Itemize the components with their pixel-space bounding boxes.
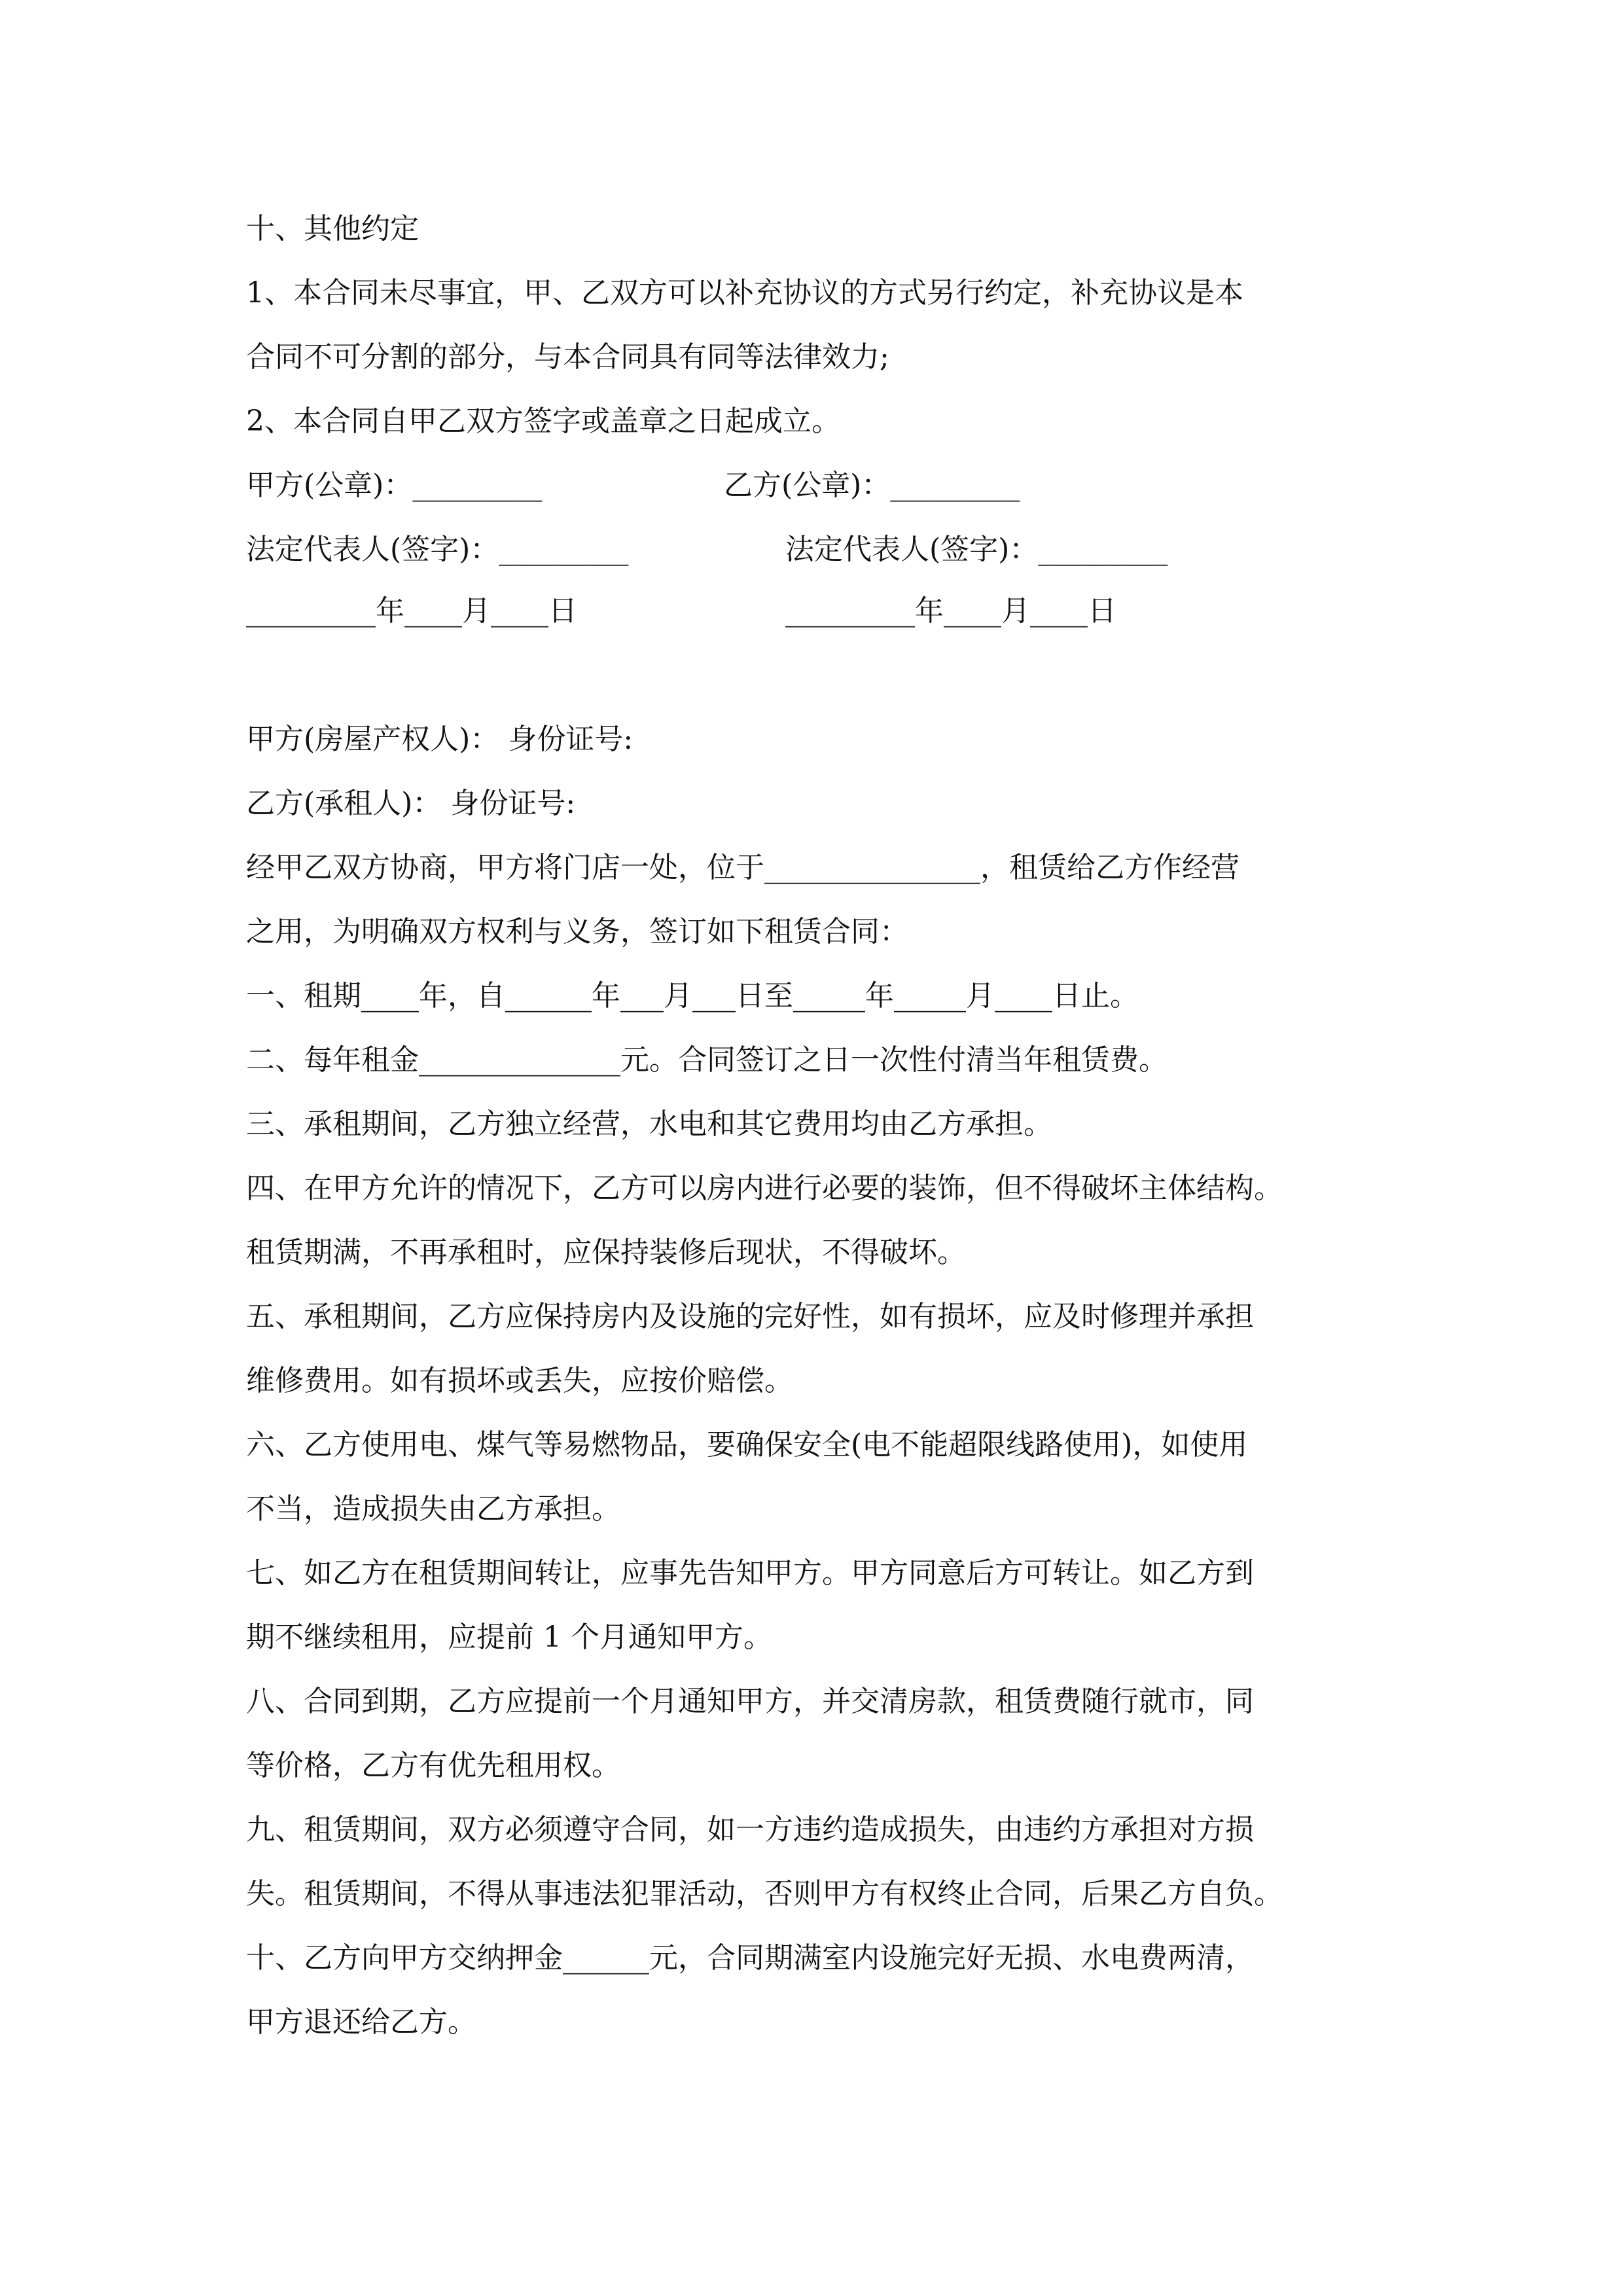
clause-safety-line-2: 不当，造成损失由乙方承担。 [246,1492,620,1526]
clause-annual-rent: 二、每年租金______________元。合同签订之日一次性付清当年租赁费。 [246,1043,1168,1077]
party-b-date: _________年____月____日 [785,594,1116,628]
clause-expiry-line-1: 八、合同到期，乙方应提前一个月通知甲方，并交清房款，租赁费随行就市，同 [246,1685,1254,1718]
party-a-seal: 甲方(公章)：_________ [246,469,543,502]
intro-line-1: 经甲乙双方协商，甲方将门店一处，位于_______________，租赁给乙方作经营 [246,851,1240,884]
clause-2: 2、本合同自甲乙双方签字或盖章之日起成立。 [246,404,840,438]
clause-maintenance-line-2: 维修费用。如有损坏或丢失，应按价赔偿。 [246,1364,793,1397]
clause-lease-term: 一、租期____年，自______年___月___日至_____年_____月____日止。 [246,979,1139,1013]
party-b-tenant: 乙方(承租人)： 身份证号: [246,787,576,820]
clause-breach-line-2: 失。租赁期间，不得从事违法犯罪活动，否则甲方有权终止合同，后果乙方自负。 [246,1877,1283,1910]
clause-transfer-line-1: 七、如乙方在租赁期间转让，应事先告知甲方。甲方同意后方可转让。如乙方到 [246,1556,1254,1590]
other-agreements-heading: 十、其他约定 [246,212,419,245]
clause-1-line-1: 1、本合同未尽事宜，甲、乙双方可以补充协议的方式另行约定，补充协议是本 [246,276,1243,310]
clause-deposit-line-1: 十、乙方向甲方交纳押金______元，合同期满室内设施完好无损、水电费两清， [246,1941,1254,1975]
clause-deposit-line-2: 甲方退还给乙方。 [246,2005,476,2039]
clause-operating-costs: 三、承租期间，乙方独立经营，水电和其它费用均由乙方承担。 [246,1107,1052,1141]
clause-decoration-line-2: 租赁期满，不再承租时，应保持装修后现状，不得破坏。 [246,1236,966,1269]
clause-1-line-2: 合同不可分割的部分，与本合同具有同等法律效力; [246,340,889,374]
party-b-seal: 乙方(公章)：_________ [724,469,1020,502]
clause-decoration-line-1: 四、在甲方允许的情况下，乙方可以房内进行必要的装饰，但不得破坏主体结构。 [246,1172,1283,1205]
clause-safety-line-1: 六、乙方使用电、煤气等易燃物品，要确保安全(电不能超限线路使用)，如使用 [246,1428,1248,1462]
clause-breach-line-1: 九、租赁期间，双方必须遵守合同，如一方违约造成损失，由违约方承担对方损 [246,1813,1254,1846]
party-b-representative: 法定代表人(签字)：_________ [785,533,1168,566]
clause-expiry-line-2: 等价格，乙方有优先租用权。 [246,1749,620,1782]
intro-line-2: 之用，为明确双方权利与义务，签订如下租赁合同： [246,915,908,948]
party-a-owner: 甲方(房屋产权人)： 身份证号: [246,723,633,756]
clause-transfer-line-2: 期不继续租用，应提前 1 个月通知甲方。 [246,1621,772,1654]
party-a-date: _________年____月____日 [246,594,577,628]
party-a-representative: 法定代表人(签字)：_________ [246,533,629,566]
clause-maintenance-line-1: 五、承租期间，乙方应保持房内及设施的完好性，如有损坏，应及时修理并承担 [246,1300,1254,1333]
